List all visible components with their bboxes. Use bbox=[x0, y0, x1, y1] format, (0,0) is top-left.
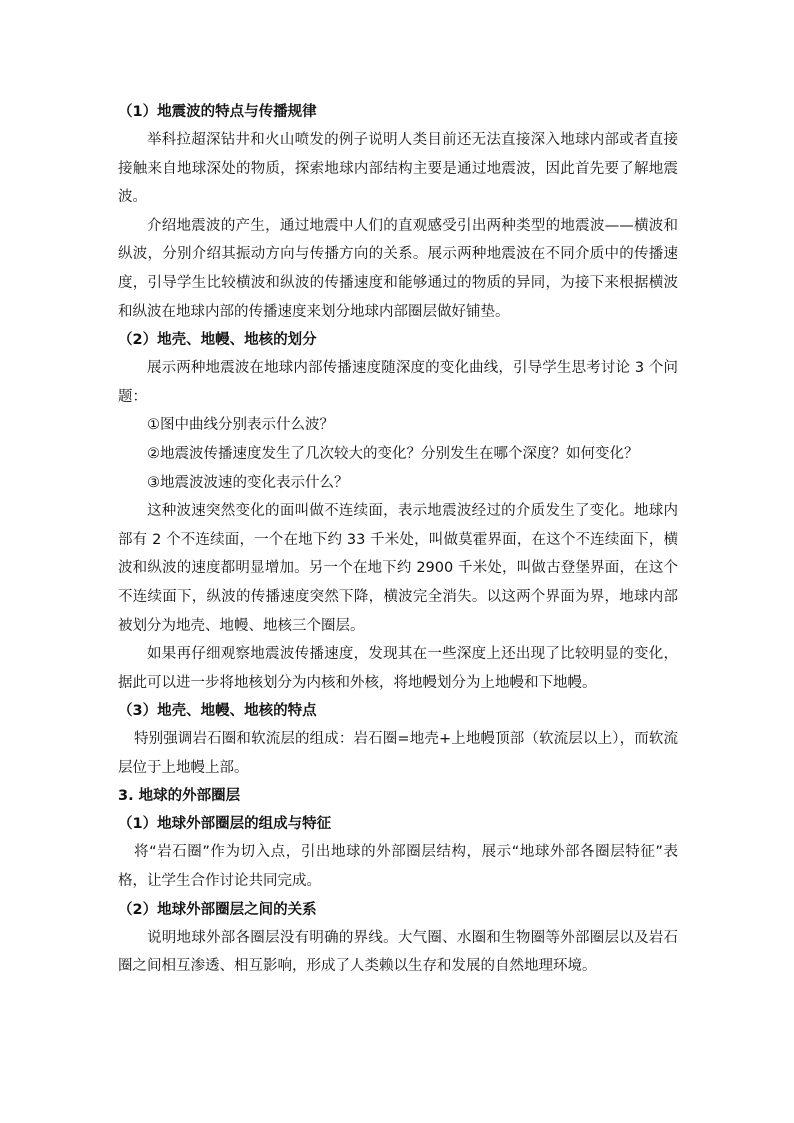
paragraph-wave-types: 介绍地震波的产生，通过地震中人们的直观感受引出两种类型的地震波——横波和纵波，分别介绍其振动方向与传播方向的关系。展示两种地震波在不同介质中的传播速度，引导学生比较横波和纵波的传播速度和能够通过的物质的异同，为接下来根据横波和纵波在地球内部的传播速度来划分地球内部圈层做好铺垫。 bbox=[118, 217, 678, 320]
paragraph-velocity-curve: 展示两种地震波在地球内部传播速度随深度的变化曲线，引导学生思考讨论 3 个问题： bbox=[118, 360, 678, 405]
section-heading-seismic-waves: （1）地震波的特点与传播规律 bbox=[118, 104, 317, 120]
question-3: ③地震波波速的变化表示什么？ bbox=[147, 474, 349, 491]
section-heading-layer-features: （3）地壳、地幔、地核的特点 bbox=[118, 703, 317, 720]
section-heading-outer-relations: （2）地球外部圈层之间的关系 bbox=[118, 901, 317, 918]
section-heading-layer-division: （2）地壳、地幔、地核的划分 bbox=[118, 332, 317, 349]
document-page bbox=[118, 98, 678, 981]
paragraph-lithosphere: 特别强调岩石圈和软流层的组成：岩石圈=地壳+上地幔顶部（软流层以上），而软流层位于上地幔上部。 bbox=[118, 731, 678, 776]
question-1: ①图中曲线分别表示什么波？ bbox=[147, 417, 334, 434]
paragraph-outer-relations: 说明地球外部各圈层没有明确的界线。大气圈、水圈和生物圈等外部圈层以及岩石圈之间相互渗透、相互影响，形成了人类赖以生存和发展的自然地理环境。 bbox=[118, 929, 678, 975]
paragraph-discontinuities: 这种波速突然变化的面叫做不连续面，表示地震波经过的介质发生了变化。地球内部有 2 个不连续面，一个在地下约 33 千米处，叫做莫霍界面，在这个不连续面下，横波和纵波的速度都明显增加。另一个在地下约 2900 千米处，叫做古登堡界面，在这个不连续面下，纵波的传播速度突然下降，横波完全消失。以这两个界面为界，地球内部被划分为地壳、地幔、地核三个圈层。 bbox=[118, 503, 678, 634]
paragraph-core-mantle-subdivision: 如果再仔细观察地震波传播速度，发现其在一些深度上还出现了比较明显的变化，据此可以进一步将地核划分为内核和外核，将地幔划分为上地幔和下地幔。 bbox=[118, 646, 678, 691]
paragraph-outer-composition: 将“岩石圈”作为切入点，引出地球的外部圈层结构，展示“地球外部各圈层特征”表格，让学生合作讨论共同完成。 bbox=[118, 844, 678, 890]
main-heading-outer-layers: 3. 地球的外部圈层 bbox=[118, 788, 241, 805]
paragraph-kola-borehole: 举科拉超深钻井和火山喷发的例子说明人类目前还无法直接深入地球内部或者直接接触来自地球深处的物质，探索地球内部结构主要是通过地震波，因此首先要了解地震波。 bbox=[118, 132, 678, 206]
section-heading-outer-composition: （1）地球外部圈层的组成与特征 bbox=[118, 816, 332, 833]
question-2: ②地震波传播速度发生了几次较大的变化？分别发生在哪个深度？如何变化？ bbox=[147, 445, 639, 462]
